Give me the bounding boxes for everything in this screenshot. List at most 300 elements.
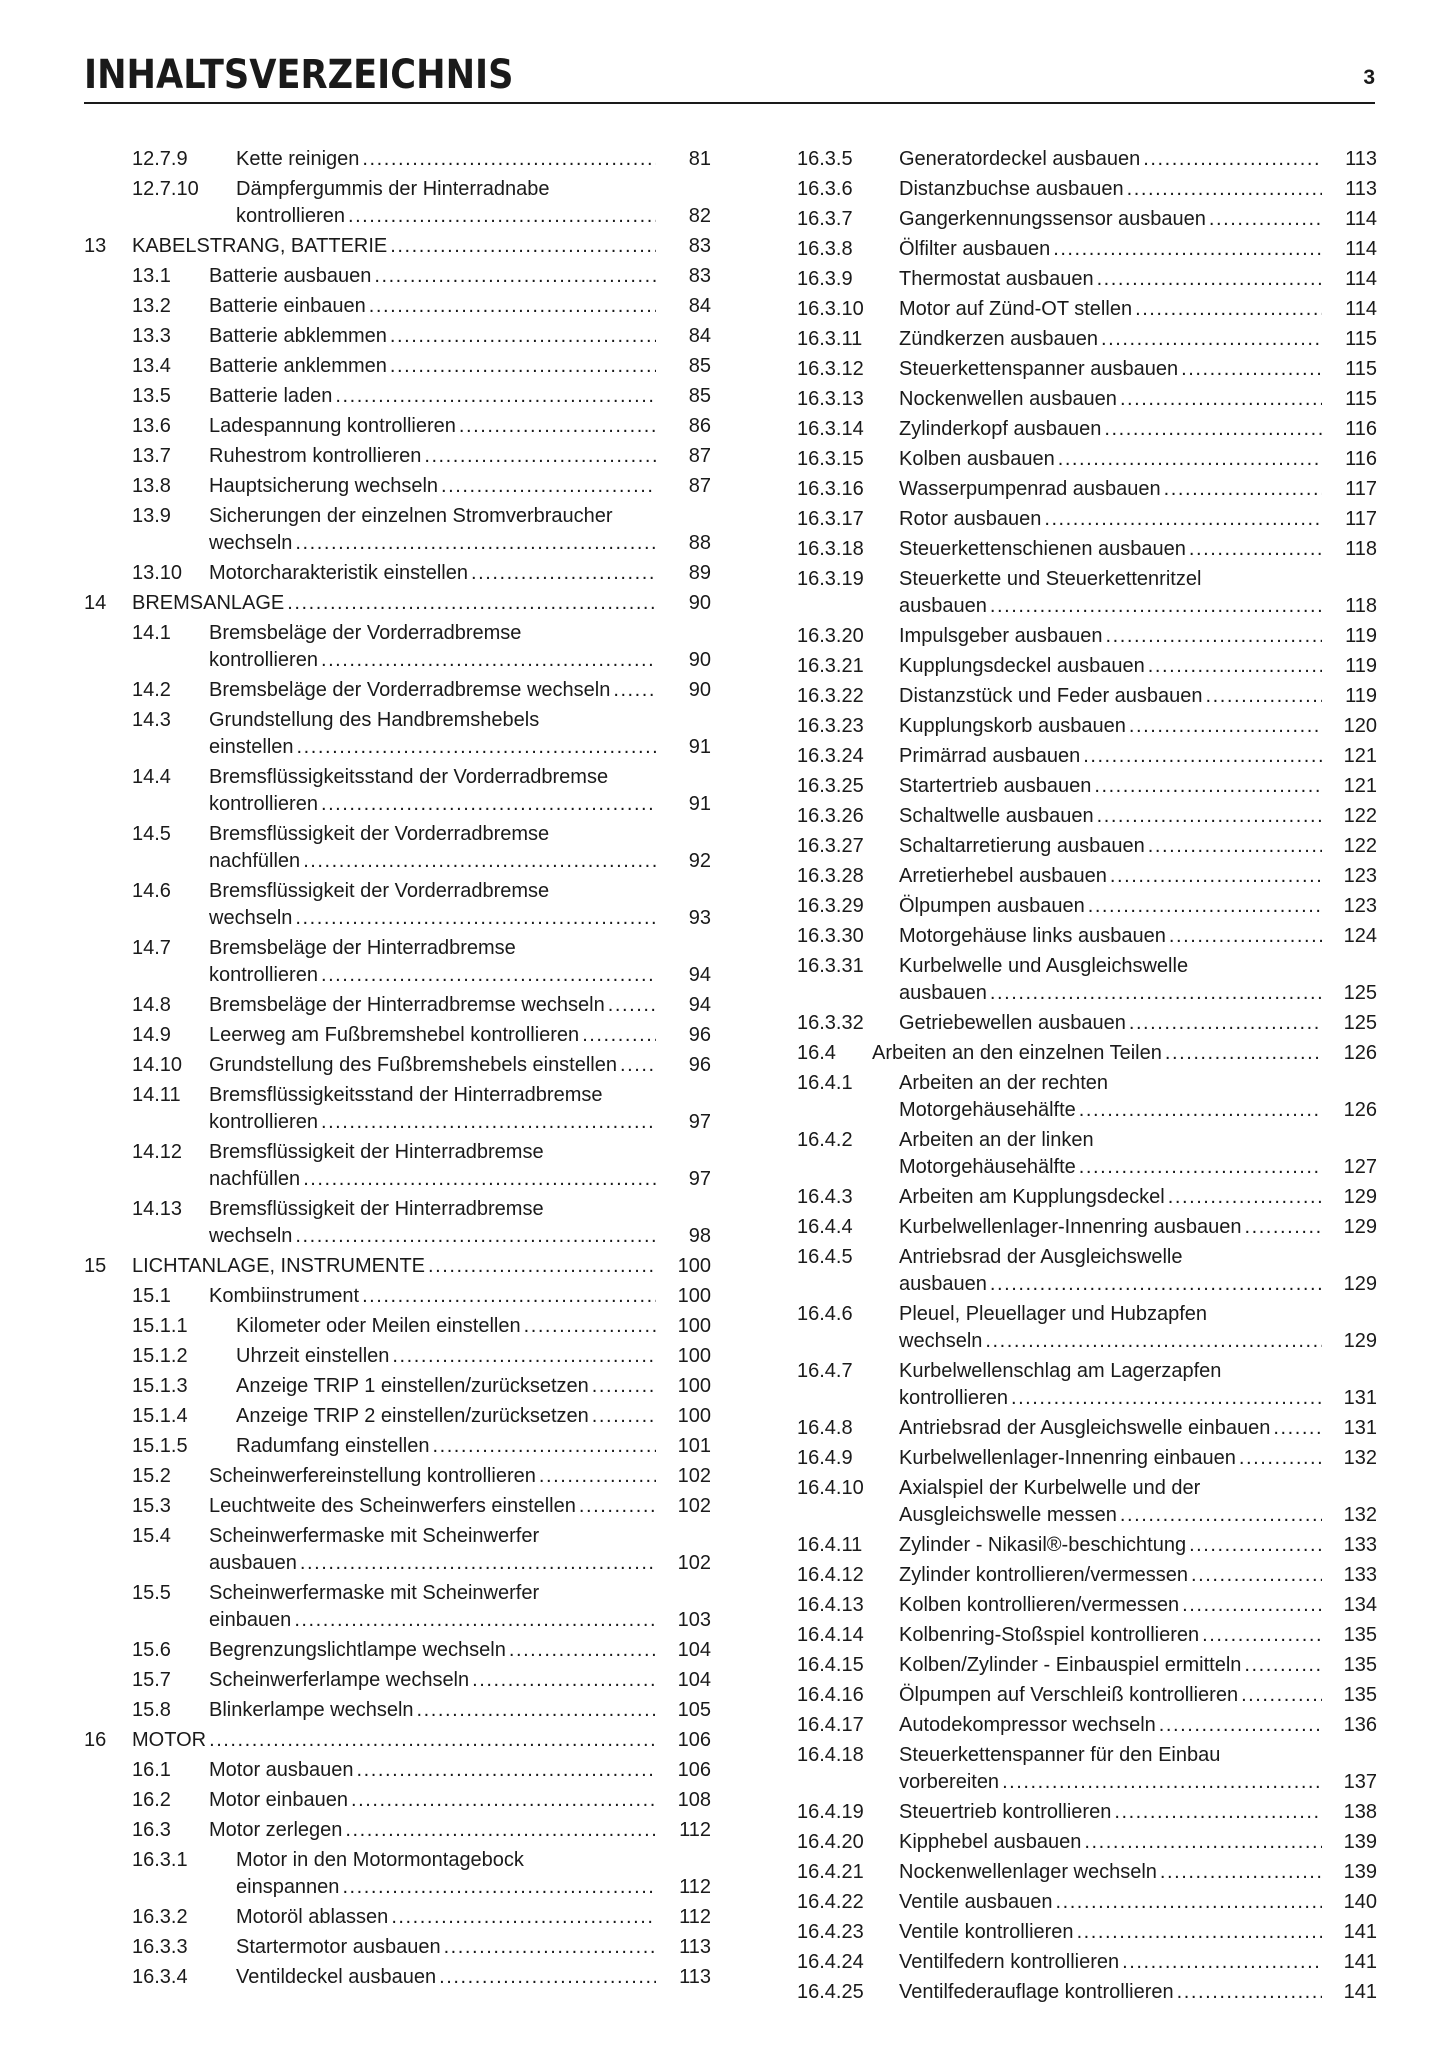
toc-entry-number: 14.5: [132, 823, 171, 845]
toc-entry[interactable]: [797, 1916, 1377, 1946]
dot-leader: [1083, 743, 1322, 770]
toc-entry[interactable]: [84, 1400, 711, 1430]
dot-leader: [295, 1223, 656, 1250]
toc-entry-title: Grundstellung des Handbremshebels: [209, 709, 540, 731]
toc-entry-number: 16.4.1: [797, 1072, 853, 1094]
toc-entry[interactable]: [797, 620, 1377, 650]
toc-entry[interactable]: [797, 1679, 1377, 1709]
toc-entry-number: 14.8: [132, 994, 171, 1016]
toc-entry-page: 127: [1343, 1156, 1377, 1178]
toc-entry[interactable]: [797, 1976, 1377, 2006]
toc-entry-title: Scheinwerfermaske mit Scheinwerfer: [209, 1582, 540, 1604]
toc-entry[interactable]: [797, 1181, 1377, 1211]
toc-entry-page: 121: [1343, 745, 1377, 767]
dot-leader: [321, 962, 656, 989]
toc-entry-title: Scheinwerfermaske mit Scheinwerfer: [209, 1525, 540, 1547]
toc-entry-title: Kurbelwellenlager-Innenring ausbauen: [899, 1216, 1242, 1238]
toc-entry[interactable]: [84, 1520, 711, 1577]
toc-entry[interactable]: [84, 704, 711, 761]
toc-entry[interactable]: [797, 1589, 1377, 1619]
toc-entry[interactable]: [797, 233, 1377, 263]
toc-entry[interactable]: [797, 1442, 1377, 1472]
dot-leader: [1053, 236, 1322, 263]
toc-entry-number: 16.4.5: [797, 1246, 853, 1268]
toc-entry[interactable]: [797, 533, 1377, 563]
toc-entry[interactable]: [797, 1946, 1377, 1976]
dot-leader: [582, 1022, 656, 1049]
toc-entry[interactable]: [797, 1124, 1377, 1181]
toc-entry[interactable]: [797, 1067, 1377, 1124]
toc-entry[interactable]: [797, 800, 1377, 830]
toc-entry[interactable]: [84, 320, 711, 350]
dot-leader: [1079, 1154, 1322, 1181]
toc-entry[interactable]: [797, 1739, 1377, 1796]
toc-entry-page: 139: [1343, 1861, 1377, 1883]
toc-entry-page: 132: [1343, 1447, 1377, 1469]
toc-entry-title: Nockenwellenlager wechseln: [899, 1861, 1157, 1883]
toc-entry-title: kontrollieren: [209, 649, 318, 671]
toc-entry-page: 100: [677, 1345, 711, 1367]
toc-entry-number: 16.4.15: [797, 1654, 864, 1676]
toc-entry-number: 15.6: [132, 1639, 171, 1661]
toc-entry[interactable]: [797, 710, 1377, 740]
toc-entry-title: Anzeige TRIP 2 einstellen/zurücksetzen: [236, 1405, 589, 1427]
toc-entry-number: 12.7.10: [132, 178, 199, 200]
toc-entry[interactable]: [797, 563, 1377, 620]
toc-entry[interactable]: [84, 1193, 711, 1250]
toc-entry[interactable]: [84, 587, 711, 617]
toc-entry-title: Batterie ausbauen: [209, 265, 372, 287]
dot-leader: [1206, 683, 1322, 710]
toc-entry-page: 129: [1343, 1273, 1377, 1295]
toc-entry-title: einstellen: [209, 736, 294, 758]
toc-entry[interactable]: [84, 1430, 711, 1460]
toc-entry-title: Uhrzeit einstellen: [236, 1345, 390, 1367]
toc-entry[interactable]: [84, 1490, 711, 1520]
dot-leader: [295, 530, 656, 557]
toc-entry[interactable]: [797, 473, 1377, 503]
toc-entry[interactable]: [797, 650, 1377, 680]
dot-leader: [439, 1964, 656, 1991]
toc-entry-title: Arbeiten an der rechten: [899, 1072, 1109, 1094]
dot-leader: [1135, 296, 1322, 323]
toc-entry-page: 117: [1345, 478, 1377, 500]
toc-entry[interactable]: [797, 1355, 1377, 1412]
toc-entry-page: 104: [677, 1639, 711, 1661]
toc-entry[interactable]: [797, 203, 1377, 233]
toc-entry-number: 14: [84, 592, 107, 614]
toc-entry[interactable]: [84, 440, 711, 470]
toc-entry[interactable]: [797, 1886, 1377, 1916]
toc-entry-title: KABELSTRANG, BATTERIE: [132, 235, 388, 257]
toc-entry-number: 15.1: [132, 1285, 171, 1307]
toc-entry[interactable]: [84, 1664, 711, 1694]
dot-leader: [579, 1493, 656, 1520]
toc-entry-title: Ruhestrom kontrollieren: [209, 445, 422, 467]
toc-entry-number: 15.3: [132, 1495, 171, 1517]
toc-entry-page: 136: [1343, 1714, 1377, 1736]
dot-leader: [1055, 1889, 1322, 1916]
toc-entry[interactable]: [797, 860, 1377, 890]
dot-leader: [1189, 1532, 1322, 1559]
toc-entry[interactable]: [84, 1340, 711, 1370]
toc-entry-title: kontrollieren: [209, 964, 318, 986]
toc-entry[interactable]: [84, 1784, 711, 1814]
toc-entry[interactable]: [797, 353, 1377, 383]
toc-entry[interactable]: [84, 380, 711, 410]
toc-entry-number: 16.4.11: [797, 1534, 863, 1556]
toc-entry-title: Ventilfederauflage kontrollieren: [899, 1981, 1174, 2003]
toc-entry-number: 16.4.13: [797, 1594, 864, 1616]
toc-entry-title: Kolben/Zylinder - Einbauspiel ermitteln: [899, 1654, 1242, 1676]
toc-entry-title: Motorcharakteristik einstellen: [209, 562, 468, 584]
toc-entry-number: 15.1.4: [132, 1405, 188, 1427]
toc-entry[interactable]: [84, 761, 711, 818]
toc-entry-page: 112: [679, 1876, 711, 1898]
toc-entry-page: 90: [688, 679, 711, 701]
dot-leader: [1058, 446, 1322, 473]
toc-entry[interactable]: [84, 410, 711, 440]
dot-leader: [1169, 923, 1322, 950]
toc-entry[interactable]: [797, 890, 1377, 920]
toc-entry-page: 94: [688, 994, 711, 1016]
toc-entry[interactable]: [797, 443, 1377, 473]
toc-entry[interactable]: [84, 932, 711, 989]
toc-entry[interactable]: [797, 1472, 1377, 1529]
toc-entry-page: 117: [1345, 508, 1377, 530]
toc-entry-title: Arbeiten am Kupplungsdeckel: [899, 1186, 1165, 1208]
toc-entry-page: 138: [1343, 1801, 1377, 1823]
toc-entry-title: Batterie abklemmen: [209, 325, 387, 347]
toc-entry[interactable]: [84, 1280, 711, 1310]
toc-entry-title: Autodekompressor wechseln: [899, 1714, 1156, 1736]
dot-leader: [990, 593, 1322, 620]
toc-entry-title: Startertrieb ausbauen: [899, 775, 1092, 797]
toc-entry[interactable]: [84, 1754, 711, 1784]
dot-leader: [1181, 356, 1322, 383]
toc-entry-title: Getriebewellen ausbauen: [899, 1012, 1126, 1034]
toc-entry[interactable]: [84, 818, 711, 875]
toc-entry-title: Kilometer oder Meilen einstellen: [236, 1315, 521, 1337]
page-title: INHALTSVERZEICHNIS: [84, 52, 514, 98]
toc-entry-title: Bremsbeläge der Vorderradbremse: [209, 622, 522, 644]
toc-entry[interactable]: [84, 1577, 711, 1634]
toc-entry[interactable]: [797, 1559, 1377, 1589]
toc-entry-title: Bremsbeläge der Hinterradbremse: [209, 937, 516, 959]
toc-entry[interactable]: [797, 680, 1377, 710]
toc-entry-number: 16.3.4: [132, 1966, 188, 1988]
toc-entry[interactable]: [84, 1460, 711, 1490]
dot-leader: [1143, 146, 1322, 173]
toc-entry[interactable]: [797, 1709, 1377, 1739]
toc-entry-page: 102: [677, 1552, 711, 1574]
toc-entry-number: 15.2: [132, 1465, 171, 1487]
toc-entry-title: Arbeiten an den einzelnen Teilen: [872, 1042, 1162, 1064]
toc-entry[interactable]: [797, 770, 1377, 800]
dot-leader: [1079, 1097, 1322, 1124]
toc-entry[interactable]: [84, 1079, 711, 1136]
toc-entry-page: 114: [1345, 238, 1377, 260]
toc-entry-title: Wasserpumpenrad ausbauen: [899, 478, 1161, 500]
toc-entry-page: 122: [1343, 805, 1377, 827]
dot-leader: [1120, 1502, 1322, 1529]
toc-entry-title: ausbauen: [899, 595, 987, 617]
toc-entry[interactable]: [797, 1826, 1377, 1856]
toc-entry-title: wechseln: [209, 1225, 293, 1247]
dot-leader: [287, 590, 656, 617]
dot-leader: [1129, 713, 1322, 740]
toc-entry-page: 87: [688, 445, 711, 467]
toc-entry-number: 16.3.5: [797, 148, 853, 170]
toc-entry-title: Thermostat ausbauen: [899, 268, 1094, 290]
toc-entry[interactable]: [797, 263, 1377, 293]
toc-entry-number: 16.1: [132, 1759, 171, 1781]
dot-leader: [471, 560, 656, 587]
toc-entry-number: 16: [84, 1729, 107, 1751]
dot-leader: [1104, 416, 1322, 443]
toc-entry-page: 90: [688, 649, 711, 671]
toc-entry-number: 12.7.9: [132, 148, 188, 170]
toc-entry-title: Kurbelwellenschlag am Lagerzapfen: [899, 1360, 1222, 1382]
toc-entry-page: 102: [677, 1465, 711, 1487]
toc-entry[interactable]: [797, 383, 1377, 413]
toc-entry-page: 86: [688, 415, 711, 437]
toc-entry[interactable]: [797, 143, 1377, 173]
toc-entry[interactable]: [797, 950, 1377, 1007]
toc-entry-page: 129: [1343, 1186, 1377, 1208]
dot-leader: [1244, 1214, 1322, 1241]
toc-entry[interactable]: [84, 1724, 711, 1754]
toc-entry[interactable]: [84, 1019, 711, 1049]
dot-leader: [1084, 1829, 1322, 1856]
toc-entry-number: 14.10: [132, 1054, 183, 1076]
toc-entry[interactable]: [797, 1037, 1377, 1067]
toc-entry[interactable]: [84, 260, 711, 290]
toc-entry-number: 16.4.10: [797, 1477, 864, 1499]
toc-entry[interactable]: [797, 1796, 1377, 1826]
dot-leader: [613, 677, 656, 704]
dot-leader: [459, 413, 656, 440]
dot-leader: [1168, 1184, 1322, 1211]
toc-entry-page: 98: [688, 1225, 711, 1247]
toc-entry[interactable]: [797, 413, 1377, 443]
dot-leader: [362, 1283, 656, 1310]
dot-leader: [321, 791, 656, 818]
toc-entry[interactable]: [797, 1007, 1377, 1037]
toc-entry[interactable]: [797, 503, 1377, 533]
toc-entry[interactable]: [797, 1412, 1377, 1442]
toc-entry-title: vorbereiten: [899, 1771, 1000, 1793]
toc-entry-title: Ventildeckel ausbauen: [236, 1966, 437, 1988]
toc-entry[interactable]: [797, 830, 1377, 860]
toc-entry-title: einbauen: [209, 1609, 292, 1631]
toc-entry[interactable]: [84, 1931, 711, 1961]
toc-entry-number: 16.3.17: [797, 508, 864, 530]
toc-entry-title: Motorgehäusehälfte: [899, 1099, 1076, 1121]
toc-entry[interactable]: [797, 740, 1377, 770]
toc-entry[interactable]: [84, 1844, 711, 1901]
toc-entry-title: Bremsflüssigkeit der Hinterradbremse: [209, 1198, 544, 1220]
toc-entry-page: 112: [679, 1906, 711, 1928]
dot-leader: [390, 323, 656, 350]
toc-entry[interactable]: [84, 500, 711, 557]
toc-entry[interactable]: [84, 875, 711, 932]
toc-entry-page: 135: [1343, 1624, 1377, 1646]
toc-entry[interactable]: [84, 173, 711, 230]
dot-leader: [592, 1403, 656, 1430]
toc-entry-title: Antriebsrad der Ausgleichswelle einbauen: [899, 1417, 1271, 1439]
toc-entry[interactable]: [797, 1529, 1377, 1559]
toc-entry-number: 16.3.28: [797, 865, 864, 887]
toc-entry-number: 16.3.1: [132, 1849, 188, 1871]
toc-entry[interactable]: [84, 1370, 711, 1400]
toc-entry[interactable]: [84, 1901, 711, 1931]
page-number: 3: [1363, 66, 1375, 89]
toc-entry-title: Motoröl ablassen: [236, 1906, 389, 1928]
toc-entry-title: Begrenzungslichtlampe wechseln: [209, 1639, 506, 1661]
toc-entry-page: 119: [1345, 655, 1377, 677]
toc-entry-number: 16.3.32: [797, 1012, 864, 1034]
toc-entry[interactable]: [797, 323, 1377, 353]
toc-entry[interactable]: [84, 1310, 711, 1340]
toc-entry-number: 14.13: [132, 1198, 183, 1220]
toc-entry-page: 113: [679, 1936, 711, 1958]
dot-leader: [1159, 1712, 1322, 1739]
toc-entry-number: 14.7: [132, 937, 171, 959]
toc-entry-page: 116: [1345, 448, 1377, 470]
dot-leader: [1105, 623, 1322, 650]
toc-entry[interactable]: [84, 1814, 711, 1844]
toc-entry-number: 16.4.7: [797, 1360, 853, 1382]
toc-entry-page: 114: [1345, 268, 1377, 290]
toc-entry-title: Ölpumpen ausbauen: [899, 895, 1085, 917]
toc-entry-number: 14.3: [132, 709, 171, 731]
toc-entry-title: Steuerkettenspanner ausbauen: [899, 358, 1179, 380]
toc-entry-page: 101: [677, 1435, 711, 1457]
toc-entry-title: Kolben kontrollieren/vermessen: [899, 1594, 1180, 1616]
toc-entry[interactable]: [84, 557, 711, 587]
dot-leader: [1110, 863, 1322, 890]
toc-entry-page: 115: [1345, 388, 1377, 410]
toc-entry-number: 16.3.10: [797, 298, 864, 320]
toc-entry[interactable]: [84, 350, 711, 380]
toc-entry-title: Distanzbuchse ausbauen: [899, 178, 1124, 200]
toc-entry-page: 135: [1343, 1684, 1377, 1706]
toc-entry[interactable]: [797, 1619, 1377, 1649]
toc-entry-number: 16.4.19: [797, 1801, 864, 1823]
toc-entry-title: Bremsflüssigkeit der Vorderradbremse: [209, 823, 550, 845]
dot-leader: [1273, 1415, 1322, 1442]
toc-entry-title: Bremsflüssigkeit der Vorderradbremse: [209, 880, 550, 902]
toc-entry-number: 16.3.8: [797, 238, 853, 260]
toc-entry-number: 16.4.6: [797, 1303, 853, 1325]
toc-entry[interactable]: [797, 1241, 1377, 1298]
toc-entry-number: 13.3: [132, 325, 171, 347]
dot-leader: [417, 1697, 656, 1724]
dot-leader: [348, 203, 656, 230]
toc-entry[interactable]: [797, 293, 1377, 323]
dot-leader: [391, 1904, 656, 1931]
toc-entry-number: 16.4.16: [797, 1684, 864, 1706]
toc-entry-number: 16.3.24: [797, 745, 864, 767]
dot-leader: [1239, 1445, 1322, 1472]
toc-entry-title: Ladespannung kontrollieren: [209, 415, 456, 437]
toc-entry-title: Batterie laden: [209, 385, 333, 407]
toc-entry-number: 16.4.8: [797, 1417, 853, 1439]
toc-entry[interactable]: [797, 1856, 1377, 1886]
dot-leader: [1044, 506, 1322, 533]
toc-entry-number: 14.11: [132, 1084, 181, 1106]
toc-entry-title: Kupplungskorb ausbauen: [899, 715, 1126, 737]
toc-entry[interactable]: [84, 290, 711, 320]
toc-entry-title: einspannen: [236, 1876, 340, 1898]
toc-entry[interactable]: [84, 617, 711, 674]
dot-leader: [300, 1550, 656, 1577]
toc-entry-title: Bremsflüssigkeitsstand der Hinterradbremse: [209, 1084, 603, 1106]
toc-entry[interactable]: [84, 1136, 711, 1193]
dot-leader: [209, 1727, 656, 1754]
toc-entry-number: 16.4.24: [797, 1951, 864, 1973]
toc-entry-number: 16.4.22: [797, 1891, 864, 1913]
toc-entry-page: 97: [688, 1168, 711, 1190]
toc-entry-title: Leuchtweite des Scheinwerfers einstellen: [209, 1495, 576, 1517]
toc-entry[interactable]: [797, 920, 1377, 950]
dot-leader: [362, 146, 656, 173]
toc-entry-page: 126: [1343, 1042, 1377, 1064]
toc-entry-title: Steuerkettenspanner für den Einbau: [899, 1744, 1221, 1766]
dot-leader: [321, 1109, 656, 1136]
toc-entry-page: 108: [677, 1789, 711, 1811]
toc-entry-title: Motor ausbauen: [209, 1759, 354, 1781]
toc-entry[interactable]: [84, 1961, 711, 1991]
toc-entry[interactable]: [84, 470, 711, 500]
toc-entry-title: Kolbenring-Stoßspiel kontrollieren: [899, 1624, 1200, 1646]
toc-entry-title: Axialspiel der Kurbelwelle und der: [899, 1477, 1201, 1499]
toc-entry[interactable]: [84, 1250, 711, 1280]
dot-leader: [1101, 326, 1322, 353]
toc-entry[interactable]: [84, 1049, 711, 1079]
toc-entry[interactable]: [797, 1649, 1377, 1679]
toc-entry-number: 16.3.25: [797, 775, 864, 797]
toc-entry-number: 15.5: [132, 1582, 171, 1604]
toc-entry[interactable]: [84, 1694, 711, 1724]
toc-entry[interactable]: [84, 1634, 711, 1664]
toc-entry-title: Ölfilter ausbauen: [899, 238, 1051, 260]
toc-entry[interactable]: [84, 674, 711, 704]
toc-entry-page: 119: [1345, 625, 1377, 647]
toc-entry-title: kontrollieren: [236, 205, 345, 227]
toc-entry-number: 14.9: [132, 1024, 171, 1046]
toc-entry[interactable]: [797, 1211, 1377, 1241]
toc-entry[interactable]: [84, 989, 711, 1019]
toc-entry-title: kontrollieren: [209, 1111, 318, 1133]
toc-entry-page: 140: [1343, 1891, 1377, 1913]
toc-entry[interactable]: [797, 173, 1377, 203]
toc-entry-title: Motorgehäusehälfte: [899, 1156, 1076, 1178]
toc-entry-title: Gangerkennungssensor ausbauen: [899, 208, 1206, 230]
dot-leader: [392, 1343, 656, 1370]
toc-entry-page: 87: [688, 475, 711, 497]
toc-entry-page: 135: [1343, 1654, 1377, 1676]
toc-entry-title: Ventilfedern kontrollieren: [899, 1951, 1120, 1973]
toc-entry-page: 100: [677, 1255, 711, 1277]
toc-entry[interactable]: [84, 230, 711, 260]
toc-entry[interactable]: [84, 143, 711, 173]
dot-leader: [432, 1433, 656, 1460]
toc-entry-number: 16.4.14: [797, 1624, 864, 1646]
toc-entry-page: 96: [688, 1024, 711, 1046]
toc-entry[interactable]: [797, 1298, 1377, 1355]
